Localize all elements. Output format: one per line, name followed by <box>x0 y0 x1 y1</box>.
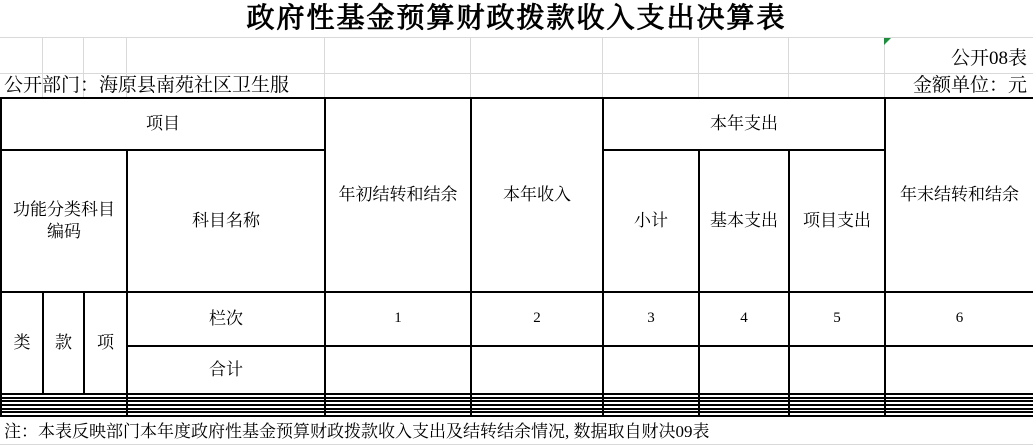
header-basic-expense: 基本支出 <box>699 150 789 292</box>
col-number-5: 5 <box>789 292 885 346</box>
table-code-label: 公开08表 <box>950 48 1027 69</box>
empty-cell[interactable] <box>471 412 603 416</box>
header-section: 款 <box>43 292 84 394</box>
table-row <box>1 412 1033 416</box>
col-number-6: 6 <box>885 292 1033 346</box>
header-subtotal: 小计 <box>603 150 699 292</box>
empty-cell[interactable] <box>699 412 789 416</box>
gridline <box>698 37 699 97</box>
total-empty-cell[interactable] <box>885 346 1033 394</box>
header-class: 类 <box>1 292 43 394</box>
header-begin-balance: 年初结转和结余 <box>325 98 471 292</box>
footnote: 注：本表反映部门本年度政府性基金预算财政拨款收入支出及结转结余情况, 数据取自财决09表 <box>0 419 1033 445</box>
col-number-3: 3 <box>603 292 699 346</box>
header-subject-name: 科目名称 <box>127 150 325 292</box>
header-item: 项 <box>84 292 127 394</box>
empty-cell[interactable] <box>789 412 885 416</box>
col-number-1: 1 <box>325 292 471 346</box>
budget-table <box>0 97 1033 417</box>
total-empty-cell[interactable] <box>789 346 885 394</box>
gridline <box>324 37 325 97</box>
col-number-4: 4 <box>699 292 789 346</box>
empty-cell[interactable] <box>127 412 325 416</box>
cell-error-indicator-icon <box>884 38 891 45</box>
header-current-income: 本年收入 <box>471 98 603 292</box>
col-number-2: 2 <box>471 292 603 346</box>
total-empty-cell[interactable] <box>699 346 789 394</box>
gridline <box>884 37 885 97</box>
column-index-row <box>1 292 1033 346</box>
total-row-label: 合计 <box>127 346 325 394</box>
page-title: 政府性基金预算财政拨款收入支出决算表 <box>246 3 787 34</box>
table-header-row <box>1 98 1033 150</box>
gridline <box>0 37 1033 38</box>
header-project: 项目 <box>1 98 325 150</box>
total-row <box>1 346 1033 394</box>
total-empty-cell[interactable] <box>325 346 471 394</box>
lanci-label: 栏次 <box>127 292 325 346</box>
empty-cell[interactable] <box>885 412 1033 416</box>
unit-label: 金额单位：元 <box>912 75 1027 96</box>
empty-cell[interactable] <box>1 412 127 416</box>
total-empty-cell[interactable] <box>603 346 699 394</box>
header-end-balance: 年末结转和结余 <box>885 98 1033 292</box>
total-empty-cell[interactable] <box>471 346 603 394</box>
empty-cell[interactable] <box>603 412 699 416</box>
empty-cell[interactable] <box>325 412 471 416</box>
gridline <box>788 37 789 97</box>
gridline <box>470 37 471 97</box>
header-func-code: 功能分类科目编码 <box>1 150 127 292</box>
header-current-expense: 本年支出 <box>603 98 885 150</box>
header-project-expense: 项目支出 <box>789 150 885 292</box>
department-label: 公开部门：海原县南苑社区卫生服 <box>4 75 290 96</box>
gridline <box>602 37 603 97</box>
